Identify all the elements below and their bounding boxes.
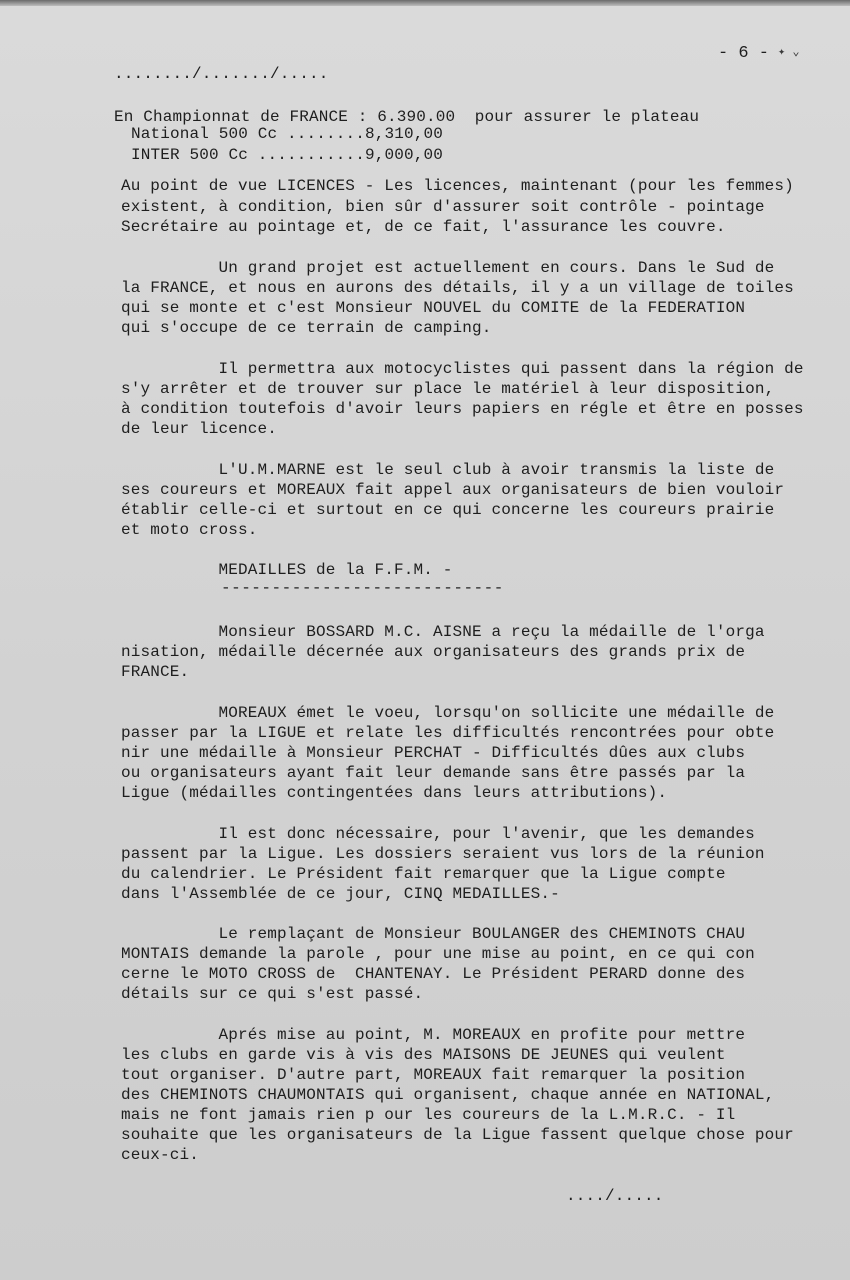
- paragraph-camping-line: Il permettra aux motocyclistes qui passent dans la région de: [121, 360, 804, 378]
- continuation-dots-top: ......../......./.....: [114, 65, 329, 83]
- paragraph-project-line: qui s'occupe de ce terrain de camping.: [121, 319, 492, 337]
- paragraph-camping-line: de leur licence.: [121, 420, 278, 438]
- paragraph-maisons-line: Aprés mise au point, M. MOREAUX en profite pour mettre: [121, 1026, 746, 1044]
- continuation-dots-bottom: ..../.....: [566, 1187, 664, 1205]
- paragraph-boulanger-line: détails sur ce qui s'est passé.: [121, 985, 424, 1003]
- corner-mark: ✦ ⌄: [778, 45, 800, 59]
- paragraph-bossard-line: Monsieur BOSSARD M.C. AISNE a reçu la médaille de l'orga: [121, 623, 765, 641]
- paragraph-marne-line: L'U.M.MARNE est le seul club à avoir transmis la liste de: [121, 461, 775, 479]
- paragraph-dossiers-line: passent par la Ligue. Les dossiers seraient vus lors de la réunion: [121, 845, 765, 863]
- paragraph-camping-line: s'y arrêter et de trouver sur place le matériel à leur disposition,: [121, 380, 775, 398]
- paragraph-maisons-line: mais ne font jamais rien p our les coureurs de la L.M.R.C. - Il: [121, 1106, 736, 1124]
- paragraph-project-line: qui se monte et c'est Monsieur NOUVEL du COMITE de la FEDERATION: [121, 299, 746, 317]
- paragraph-voeu-line: MOREAUX émet le voeu, lorsqu'on sollicite une médaille de: [121, 704, 775, 722]
- paragraph-boulanger-line: Le remplaçant de Monsieur BOULANGER des CHEMINOTS CHAU: [121, 925, 746, 943]
- page-edge-shadow: [0, 0, 850, 6]
- paragraph-licences-line: Au point de vue LICENCES - Les licences, maintenant (pour les femmes): [121, 177, 794, 195]
- championship-line-1: En Championnat de FRANCE : 6.390.00 pour assurer le plateau: [114, 108, 700, 126]
- paragraph-maisons-line: ceux-ci.: [121, 1146, 200, 1164]
- paragraph-maisons-line: tout organiser. D'autre part, MOREAUX fait remarquer la position: [121, 1066, 746, 1084]
- paragraph-boulanger-line: MONTAIS demande la parole , pour une mise au point, en ce qui con: [121, 945, 755, 963]
- paragraph-voeu-line: passer par la LIGUE et relate les difficultés rencontrées pour obte: [121, 724, 775, 742]
- paragraph-bossard-line: FRANCE.: [121, 663, 190, 681]
- paragraph-voeu-line: Ligue (médailles contingentées dans leurs attributions).: [121, 784, 668, 802]
- paragraph-maisons-line: les clubs en garde vis à vis des MAISONS DE JEUNES qui veulent: [121, 1046, 726, 1064]
- page-number: - 6 -: [718, 44, 770, 63]
- paragraph-voeu-line: ou organisateurs ayant fait leur demande sans être passés par la: [121, 764, 746, 782]
- paragraph-dossiers-line: du calendrier. Le Président fait remarquer que la Ligue compte: [121, 865, 726, 883]
- championship-line-2: National 500 Cc ........8,310,00: [131, 125, 444, 143]
- paragraph-voeu-line: nir une médaille à Monsieur PERCHAT - Difficultés dûes aux clubs: [121, 744, 746, 762]
- paragraph-bossard-line: nisation, médaille décernée aux organisateurs des grands prix de: [121, 643, 746, 661]
- paragraph-maisons-line: des CHEMINOTS CHAUMONTAIS qui organisent, chaque année en NATIONAL,: [121, 1086, 775, 1104]
- paragraph-marne-line: établir celle-ci et surtout en ce qui concerne les coureurs prairie: [121, 501, 775, 519]
- paragraph-marne-line: et moto cross.: [121, 521, 258, 539]
- paragraph-project-line: la FRANCE, et nous en aurons des détails, il y a un village de toiles: [121, 279, 794, 297]
- paragraph-licences-line: existent, à condition, bien sûr d'assurer soit contrôle - pointage: [121, 198, 765, 216]
- heading-underline: ----------------------------: [221, 579, 504, 597]
- paragraph-marne-line: ses coureurs et MOREAUX fait appel aux organisateurs de bien vouloir: [121, 481, 785, 499]
- paragraph-project-line: Un grand projet est actuellement en cours. Dans le Sud de: [121, 259, 775, 277]
- section-heading-medailles: MEDAILLES de la F.F.M. -: [121, 561, 453, 579]
- championship-line-3: INTER 500 Cc ...........9,000,00: [131, 146, 444, 164]
- paragraph-boulanger-line: cerne le MOTO CROSS de CHANTENAY. Le Président PERARD donne des: [121, 965, 746, 983]
- paragraph-dossiers-line: dans l'Assemblée de ce jour, CINQ MEDAILLES.-: [121, 885, 560, 903]
- paragraph-camping-line: à condition toutefois d'avoir leurs papiers en régle et être en posses: [121, 400, 804, 418]
- paragraph-maisons-line: souhaite que les organisateurs de la Ligue fassent quelque chose pour: [121, 1126, 794, 1144]
- paragraph-dossiers-line: Il est donc nécessaire, pour l'avenir, que les demandes: [121, 825, 755, 843]
- paragraph-licences-line: Secrétaire au pointage et, de ce fait, l'assurance les couvre.: [121, 218, 726, 236]
